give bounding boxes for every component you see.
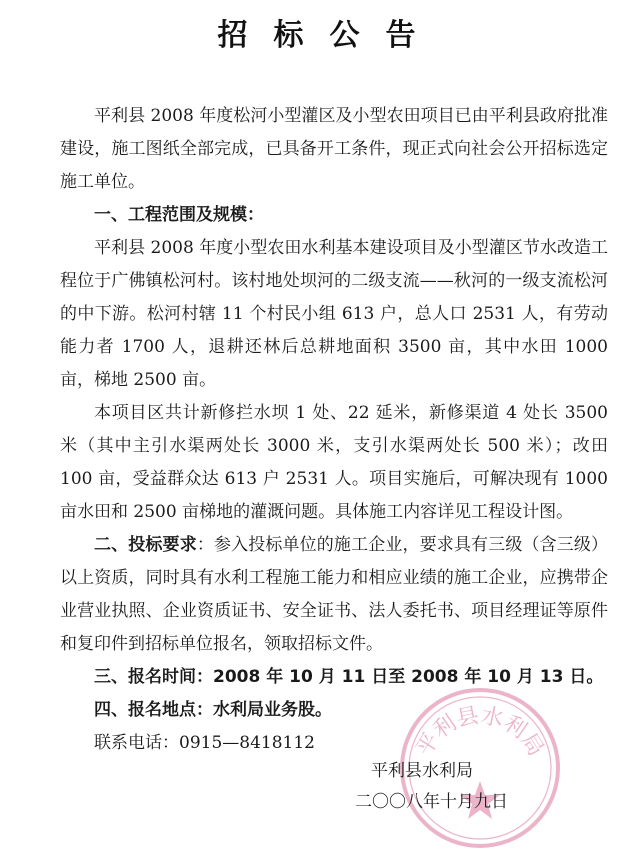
contact-line: 联系电话：0915—8418112 <box>94 733 315 753</box>
section2-heading: 二、投标要求 <box>94 535 197 555</box>
section4-value: 水利局业务股。 <box>213 700 332 720</box>
section3-label: 三、报名时间： <box>94 667 213 687</box>
issuer-name: 平利县水利局 <box>371 761 473 781</box>
document-title: 招标公告 <box>217 18 442 53</box>
intro-paragraph: 平利县 2008 年度松河小型灌区及小型农田项目已由平利县政府批准建设，施工图纸全部完成，已具备开工条件，现正式向社会公开招标选定施工单位。 <box>60 106 608 192</box>
section2-colon: ： <box>196 535 214 555</box>
section2-body: 参入投标单位的施工企业，要求具有三级（含三级）以上资质，同时具有水利工程施工能力和相应业绩的施工企业，应携带企业营业执照、企业资质证书、安全证书、法人委托书、项目经理证等原件和复印件到招标单位报名，领取招标文件。 <box>60 535 609 654</box>
section1-heading: 一、工程范围及规模： <box>94 205 264 225</box>
section3-value: 2008 年 10 月 11 日至 2008 年 10 月 13 日。 <box>213 667 604 687</box>
section1-paragraph-2: 本项目区共计新修拦水坝 1 处、22 延米，新修渠道 4 处长 3500 米（其中主引水渠两处长 3000 米，支引水渠两处长 500 米）；改田 100 亩，受益群众达 613 户 2531 人。项目实施后，可解决现有 1000 亩水田和 2500 亩梯地的灌溉问题。具体施工内容详见工程设计图。 <box>60 403 608 522</box>
issue-date: 二〇〇八年十月九日 <box>355 792 508 812</box>
section4-label: 四、报名地点： <box>94 700 213 720</box>
section1-paragraph-1: 平利县 2008 年度小型农田水利基本建设项目及小型灌区节水改造工程位于广佛镇松河村。该村地处坝河的二级支流——秋河的一级支流松河的中下游。松河村辖 11 个村民小组 613 户，总人口 2531 人，有劳动能力者 1700 人，退耕还林后总耕地面积 3500 亩，其中水田 1000 亩，梯地 2500 亩。 <box>60 238 608 390</box>
seal-text: 平利县水利局 <box>411 703 549 761</box>
section2-paragraph <box>60 529 608 661</box>
